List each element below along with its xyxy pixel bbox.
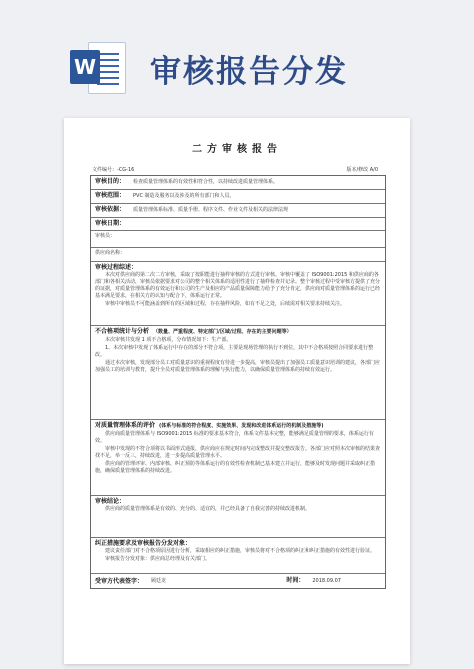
nonconformity-paragraph: 通过本次审核，发现部分员工对质量意识的重视程度有待进一步提高，审核员提出了加强员工质量意识培训的建议，各部门应加强员工的培训与教育，提升全员对质量管理体系的理解与执行能力，以确保质量管理体系的持续有效运行。 [95,360,381,373]
corrective-row [91,538,385,574]
evaluation-paragraph: 供应商的管理评审、内部审核、纠正预防等体系运行的有效性检查机制已基本建立并运行，能够及时发现问题并采取纠正措施，确保质量管理体系的持续改进。 [95,461,376,474]
signature-date-label: 时间： [286,577,305,584]
signature-date [286,577,341,585]
auditor-label: 审核员： [95,233,116,239]
document-page [64,118,410,664]
auditor-row [91,231,385,248]
scope-row [91,190,385,204]
nonconformity-label: 不合格项统计与分析 [95,328,150,335]
nonconformity-hint: （数量、严重程度、特定部门/区域/过程、存在的主要问题等） [153,329,292,335]
evaluation-paragraph: 供应商质量管理体系与 ISO9001:2015 标准的要求基本符合，体系文件基本完整，能够满足质量管理的要求，体系运行有效。 [95,431,374,444]
supplier-row [91,248,385,262]
overview-label: 审核过程综述： [95,264,138,271]
objective-row [91,176,385,190]
signature-row [91,574,385,588]
overview-row [91,262,385,326]
evaluation-hint: (体系与标准的符合程度、实施效果、发现和改进体系运行的机制及措施等) [159,423,324,429]
evaluation-paragraph: 审核中发现的不符合项将以书面形式通报，供应商应在规定时间内完成整改并提交整改报告。各部门应对照本次审核的结果查找不足，举一反三，持续改进，进一步提高质量管理水平。 [95,446,381,459]
document-title: 二方审核报告 [192,144,282,155]
report-table [90,175,386,589]
date-label: 审核日期： [95,220,126,227]
banner-title: 审核报告分发 [150,54,348,90]
basis-label: 审核依据： [95,206,126,213]
corrective-paragraph: 审核报告分发对象：供应商总经理及有关部门。 [105,556,211,562]
signature-label: 受审方代表签字： [95,577,144,585]
evaluation-row [91,420,385,496]
supplier-label: 供应商名称： [95,250,126,256]
file-number-value: -CG-16 [117,167,135,173]
file-number-label: 文件编号： [92,167,118,173]
basis-row [91,204,385,218]
overview-paragraph: 本次对供应商的第二次二方审核，采取了按职能进行抽样审核的方式进行审核。审核中覆盖了 ISO9001:2015 和供应商的各部门和各相关活动，审核员依据要求对公司的整个相关体系的适用性进行了抽样检查并记录。整个审核过程中受审核方提供了充分的证据，对质量管理体系的有效运行和公司的生产及相应的产品质量保障能力给予了充分肯定，供应商对质量管理体系的运行已经基本满足要求，在相关方的认知与配合下，体系运行正常。 [95,272,381,299]
conclusion-row [91,496,385,538]
word-document-icon [70,40,126,94]
conclusion-label: 审核结论： [95,498,126,505]
basis-value: 质量管理体系标准、质量手册、程序文件、作业文件及相关的法律法规 [133,207,289,213]
scope-value: PVC 制造及服务以及涉及的所有部门和人员。 [133,193,235,199]
date-row [91,218,385,231]
signature-name: 顾廷龙 [151,577,167,584]
nonconformity-paragraph: 本次审核共发现 1 项不合格项，分布情况如下：生产部。 [105,337,232,343]
version-label: 版本/修改 A/0 [346,167,378,173]
scope-label: 审核范围： [95,192,126,199]
nonconformity-row [91,326,385,420]
corrective-paragraph: 建议责任部门对不合格项原因进行分析，采取相应的纠正措施，审核员将对不合格项的纠正和纠正措施的有效性进行验证。 [105,548,376,554]
evaluation-label: 对质量管理体系的评价 [95,422,156,429]
overview-paragraph: 审核中审核员不可能涵盖到所有的区域和过程，存在抽样风险，如有不足之处，后续需对相关要求持续关注。 [105,301,346,307]
file-number [92,166,134,173]
word-badge-icon: W [70,50,100,84]
objective-value: 检查质量管理体系的有效性和符合性，以持续改进质量管理体系。 [133,179,279,185]
nonconformity-paragraph: 1、本次审核中发现了体系运行中存在的部分不符合项，主要是现场管理的执行不到位，其中不合格项按照合同要求进行整改。 [95,345,374,358]
conclusion-value: 供应商的质量管理体系是有效的、充分的、适宜的，并已经具备了自我完善的持续改进机制。 [105,506,311,512]
signature-date-value: 2018.09.07 [312,578,341,584]
corrective-label: 纠正措施要求及审核报告分发对象： [95,540,192,547]
objective-label: 审核目的： [95,178,126,185]
banner [0,0,474,98]
